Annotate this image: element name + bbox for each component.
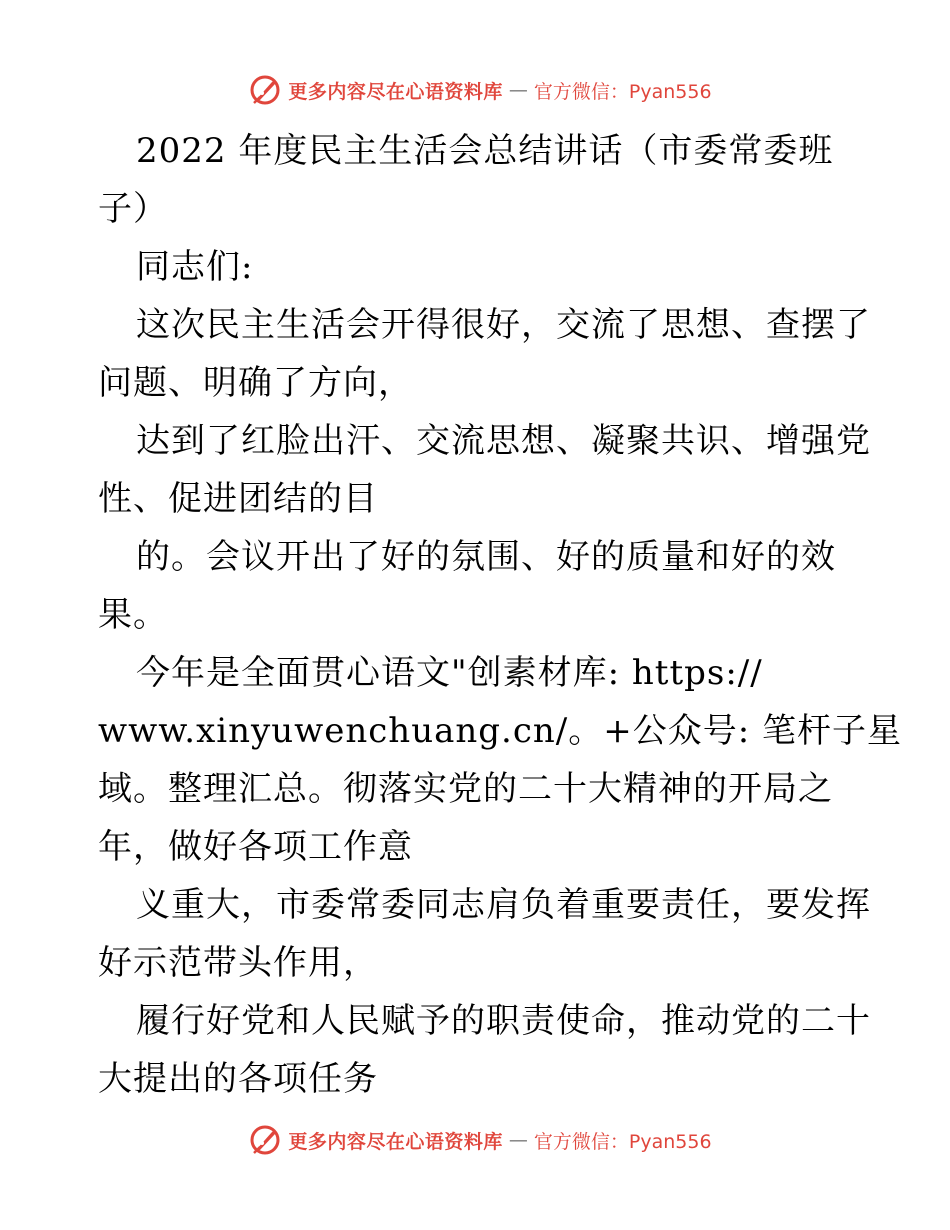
header-watermark [0,70,950,110]
body-line: 今年是全面贯心语文"创素材库: https:// [136,653,763,693]
watermark-inner [238,1123,711,1157]
body-line: 性、促进团结的目 [98,479,378,519]
document-body [98,122,902,1108]
body-line: 这次民主生活会开得很好，交流了思想、查摆了 [136,305,871,345]
feather-pen-logo-icon [248,73,282,107]
watermark-dash: — [508,1129,528,1151]
watermark-wechat-text: 官方微信：Pyan556 [533,80,712,103]
watermark-brand-text: 更多内容尽在心语资料库 [288,1130,503,1153]
watermark-wechat-text: 官方微信：Pyan556 [533,1130,712,1153]
salutation-line: 同志们: [136,247,254,287]
body-line: 问题、明确了方向， [98,363,413,403]
watermark-brand-text: 更多内容尽在心语资料库 [288,80,503,103]
document-title-line-1: 2022 年度民主生活会总结讲话（市委常委班 [136,131,834,171]
body-line: 大提出的各项任务 [98,1059,378,1099]
watermark-dash: — [508,79,528,101]
footer-watermark [0,1120,950,1160]
document-title-line-2: 子） [98,189,168,229]
feather-pen-logo-icon [248,1123,282,1157]
body-line: 域。整理汇总。彻落实党的二十大精神的开局之 [98,769,833,809]
body-line: 果。 [98,595,168,635]
body-line: 达到了红脸出汗、交流思想、凝聚共识、增强党 [136,421,871,461]
body-line: 义重大，市委常委同志肩负着重要责任，要发挥 [136,885,871,925]
body-line: 的。会议开出了好的氛围、好的质量和好的效 [136,537,836,577]
body-line: 履行好党和人民赋予的职责使命，推动党的二十 [136,1001,871,1041]
body-line: 年，做好各项工作意 [98,827,413,867]
body-line: 好示范带头作用， [98,943,378,983]
body-line: www.xinyuwenchuang.cn/。+公众号: 笔杆子星 [98,711,902,751]
watermark-inner [238,73,711,107]
